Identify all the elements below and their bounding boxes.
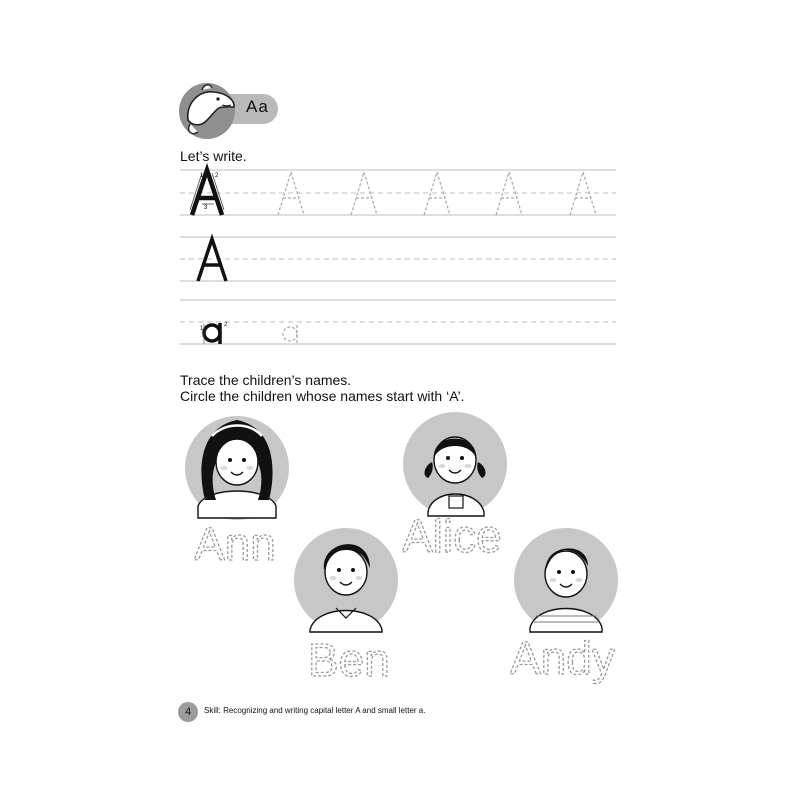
letter-header-badge [178, 80, 280, 142]
letter-writing-guides [180, 160, 620, 360]
child-portrait-ben[interactable] [294, 528, 398, 632]
circle-instruction: Circle the children whose names start with ‘A’. [180, 388, 465, 404]
model-small-a [200, 322, 228, 344]
svg-text:3: 3 [204, 205, 208, 211]
letter-pair-label: Aa [246, 97, 269, 116]
trace-instruction: Trace the children’s names. [180, 372, 352, 388]
child-portrait-andy[interactable] [514, 528, 618, 632]
dashed-small-a-tracer [283, 325, 297, 344]
children-portraits [170, 400, 630, 700]
skill-description: Skill: Recognizing and writing capital letter A and small letter a. [204, 706, 426, 715]
child-portrait-alice[interactable] [403, 412, 507, 516]
page-footer [178, 702, 598, 724]
svg-text:1: 1 [200, 326, 204, 332]
svg-text:1: 1 [200, 173, 204, 179]
svg-text:2: 2 [224, 322, 228, 328]
write-instruction: Let’s write. [180, 148, 247, 164]
svg-text:2: 2 [215, 173, 219, 179]
solid-capital-a [198, 239, 226, 281]
child-name-andy[interactable]: Andy [510, 632, 615, 684]
child-name-ann[interactable]: Ann [194, 518, 276, 570]
child-portrait-ann[interactable] [185, 416, 289, 520]
page-number: 4 [178, 702, 198, 722]
child-name-ben[interactable]: Ben [308, 634, 390, 686]
child-name-alice[interactable]: Alice [402, 510, 502, 562]
dolphin-icon [178, 80, 238, 142]
